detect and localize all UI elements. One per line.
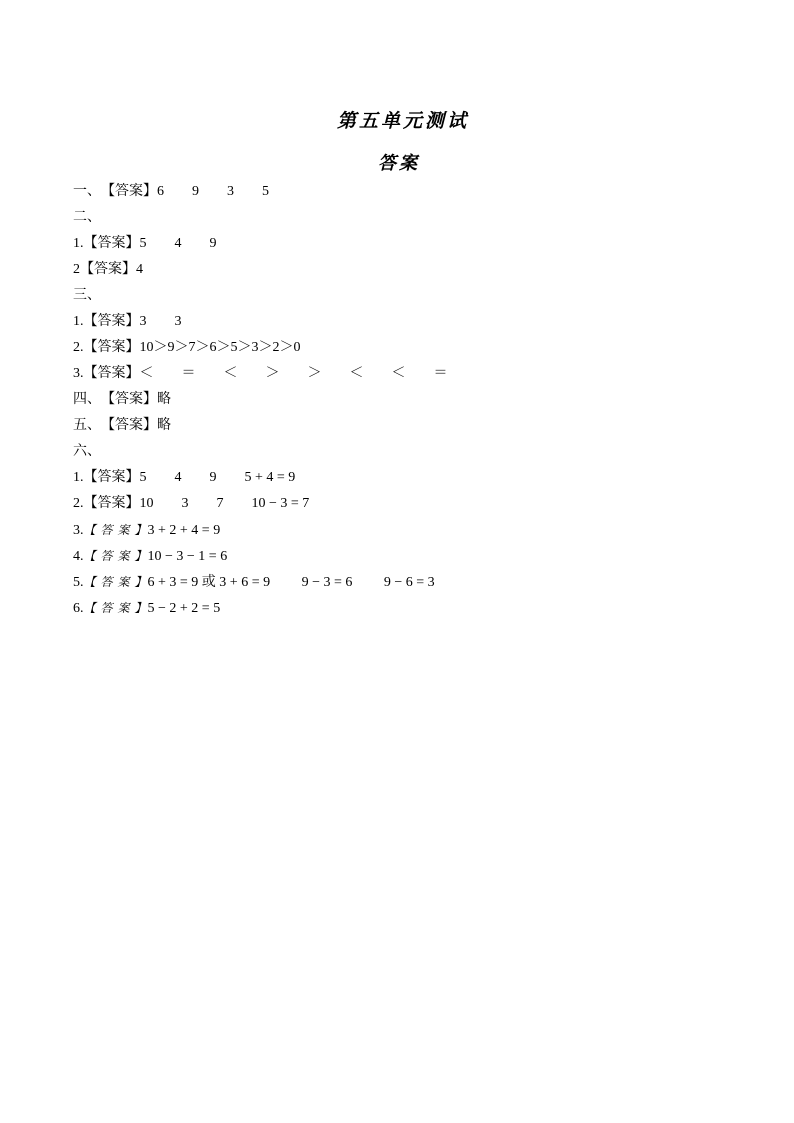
answer-line [73, 363, 753, 389]
answer-text: 5 4 9 5 + 4 = 9 [139, 470, 296, 485]
answer-text: 10 3 7 10 − 3 = 7 [139, 496, 310, 511]
answer-text: 10 − 3 − 1 = 6 [147, 549, 228, 564]
line-prefix: 二、 [73, 210, 101, 225]
answer-text: 3 3 [139, 314, 182, 329]
line-prefix: 1. [73, 236, 84, 251]
page-subtitle: 答案 [378, 153, 420, 173]
line-prefix: 3. [73, 523, 84, 538]
answer-tag: 【 答 案 】 [83, 523, 148, 537]
answer-tag: 【答案】 [101, 184, 157, 199]
answer-text: 5 − 2 + 2 = 5 [147, 601, 221, 616]
line-prefix: 五、 [73, 418, 101, 433]
line-prefix: 2 [73, 262, 80, 277]
line-prefix: 5. [73, 575, 84, 590]
answer-text: 4 [136, 262, 143, 277]
section-heading [73, 441, 753, 467]
answer-page: 第五单元测试 答案 一、【答案】6 9 3 5 二、 1.【答案】5 4 9 2【答案】4 三、 1.【答案】3 3 2.【答案】10＞9＞7＞6＞5＞3＞2＞0 3.【答案】＜ ＝ ＜ ＞ ＞ ＜ ＜ ＝ 四、【答案】略 五、【答案】略 六、 1.【答案】5 4 9 5 + 4 = 9 2.【答案】10 3 7 10 − 3 = 7 3.【 答 案 】3 + 2 + 4 = 9 4.【 答 案 】10 − 3 − 1 = 6 5.【 答 案 】6 + 3 = 9 或 3 + 6 = 9 9 − 3 = 6 9 − 6 = 3 6.【 答 案 】5 − 2 + 2 = 5 [0, 0, 794, 1123]
answer-text: 6 9 3 5 [157, 184, 269, 199]
answer-tag: 【答案】 [83, 236, 140, 251]
line-prefix: 三、 [73, 288, 101, 303]
answer-list [73, 181, 753, 623]
answer-tag: 【答案】 [101, 418, 157, 433]
answer-tag: 【答案】 [83, 366, 140, 381]
answer-line [73, 337, 753, 363]
answer-line [73, 467, 753, 493]
line-prefix: 3. [73, 366, 84, 381]
answer-text: 略 [157, 392, 171, 407]
answer-line [73, 181, 753, 207]
answer-tag: 【 答 案 】 [83, 601, 148, 615]
line-prefix: 4. [73, 549, 84, 564]
line-prefix: 1. [73, 314, 84, 329]
answer-line [73, 233, 753, 259]
line-prefix: 6. [73, 601, 84, 616]
answer-tag: 【 答 案 】 [83, 549, 148, 563]
section-heading [73, 285, 753, 311]
answer-text: 6 + 3 = 9 或 3 + 6 = 9 9 − 3 = 6 9 − 6 = 3 [147, 575, 435, 590]
answer-text: 5 4 9 [139, 236, 217, 251]
answer-tag: 【答案】 [83, 340, 140, 355]
answer-tag: 【答案】 [83, 496, 140, 511]
line-prefix: 一、 [73, 184, 101, 199]
answer-text: ＜ ＝ ＜ ＞ ＞ ＜ ＜ ＝ [139, 366, 448, 381]
line-prefix: 四、 [73, 392, 101, 407]
answer-line [73, 415, 753, 441]
line-prefix: 2. [73, 340, 84, 355]
answer-line [73, 519, 753, 545]
answer-line [73, 389, 753, 415]
answer-text: 10＞9＞7＞6＞5＞3＞2＞0 [139, 340, 301, 355]
line-prefix: 1. [73, 470, 84, 485]
answer-line [73, 545, 753, 571]
section-heading [73, 207, 753, 233]
answer-line [73, 259, 753, 285]
answer-line [73, 571, 753, 597]
answer-line [73, 493, 753, 519]
line-prefix: 2. [73, 496, 84, 511]
answer-tag: 【答案】 [83, 470, 140, 485]
answer-tag: 【 答 案 】 [83, 575, 148, 589]
answer-tag: 【答案】 [80, 262, 136, 277]
answer-text: 3 + 2 + 4 = 9 [147, 523, 221, 538]
answer-line [73, 311, 753, 337]
answer-tag: 【答案】 [101, 392, 157, 407]
answer-text: 略 [157, 418, 171, 433]
answer-tag: 【答案】 [83, 314, 140, 329]
answer-line [73, 597, 753, 623]
line-prefix: 六、 [73, 444, 101, 459]
